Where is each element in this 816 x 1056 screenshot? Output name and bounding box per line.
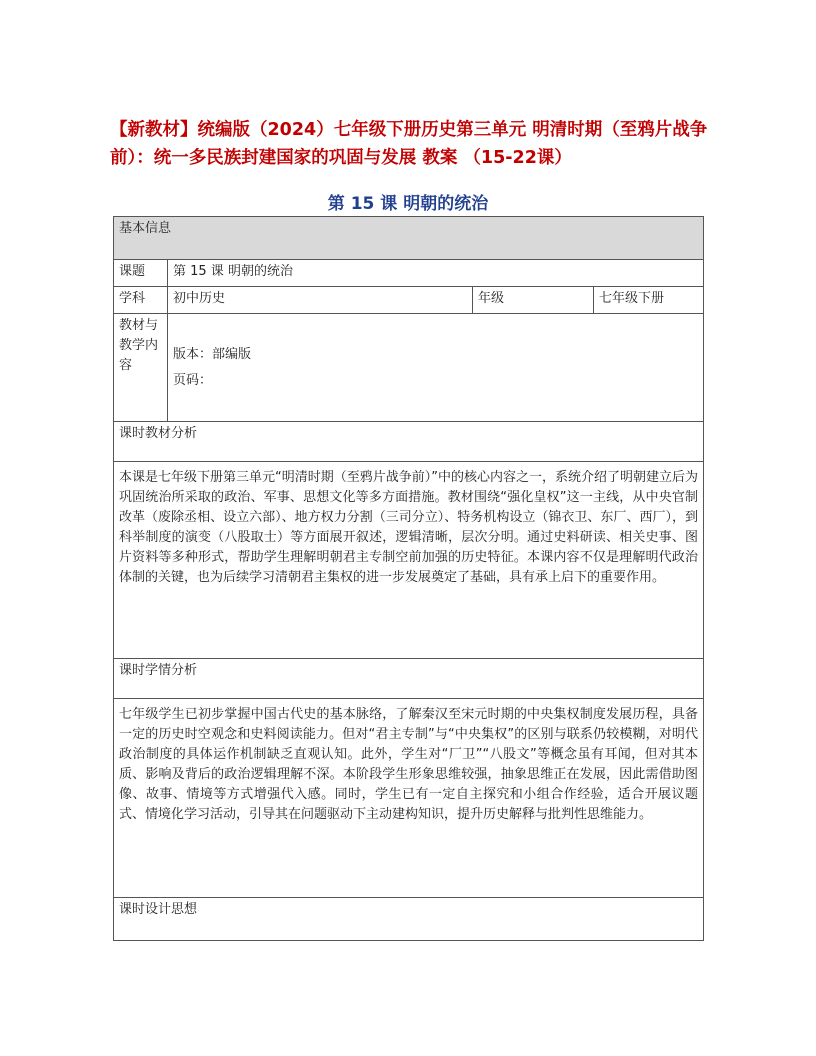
topic-label: 课题 [114, 260, 168, 287]
textbook-version: 版本：部编版 [173, 346, 252, 362]
textbook-pages: 页码： [173, 372, 213, 388]
subject-label: 学科 [114, 287, 168, 314]
subject-value: 初中历史 [168, 287, 473, 314]
textbook-label: 教材与教学内容 [114, 314, 168, 422]
lesson-plan-table [113, 216, 704, 941]
basic-info-header: 基本信息 [114, 217, 704, 260]
topic-value: 第 15 课 明朝的统治 [168, 260, 704, 287]
textbook-content [168, 314, 704, 422]
lesson-title: 第 15 课 明朝的统治 [327, 194, 489, 214]
grade-value: 七年级下册 [594, 287, 704, 314]
learner-analysis-text: 七年级学生已初步掌握中国古代史的基本脉络，了解秦汉至宋元时期的中央集权制度发展历程，具备一定的历史时空观念和史料阅读能力。但对“君主专制”与“中央集权”的区别与联系仍较模糊，对明代政治制度的具体运作机制缺乏直观认知。此外，学生对“厂卫”“八股文”等概念虽有耳闻，但对其本质、影响及背后的政治逻辑理解不深。本阶段学生形象思维较强，抽象思维正在发展，因此需借助图像、故事、情境等方式增强代入感。同时，学生已有一定自主探究和小组合作经验，适合开展议题式、情境化学习活动，引导其在问题驱动下主动建构知识，提升历史解释与批判性思维能力。 [114, 699, 704, 898]
learner-analysis-header: 课时学情分析 [114, 659, 704, 699]
material-analysis-text: 本课是七年级下册第三单元“明清时期（至鸦片战争前）”中的核心内容之一，系统介绍了明朝建立后为巩固统治所采取的政治、军事、思想文化等多方面措施。教材围绕“强化皇权”这一主线，从中央官制改革（废除丞相、设立六部）、地方权力分割（三司分立）、特务机构设立（锦衣卫、东厂、西厂），到科举制度的演变（八股取士）等方面展开叙述，逻辑清晰，层次分明。通过史料研读、相关史事、图片资料等多种形式，帮助学生理解明朝君主专制空前加强的历史特征。本课内容不仅是理解明代政治体制的关键，也为后续学习清朝君主集权的进一步发展奠定了基础，具有承上启下的重要作用。 [114, 462, 704, 659]
design-idea-header: 课时设计思想 [114, 898, 704, 941]
document-title: 【新教材】统编版（2024）七年级下册历史第三单元 明清时期（至鸦片战争前）：统一多民族封建国家的巩固与发展 教案 （15-22课） [110, 120, 708, 168]
material-analysis-header: 课时教材分析 [114, 422, 704, 462]
grade-label: 年级 [473, 287, 594, 314]
